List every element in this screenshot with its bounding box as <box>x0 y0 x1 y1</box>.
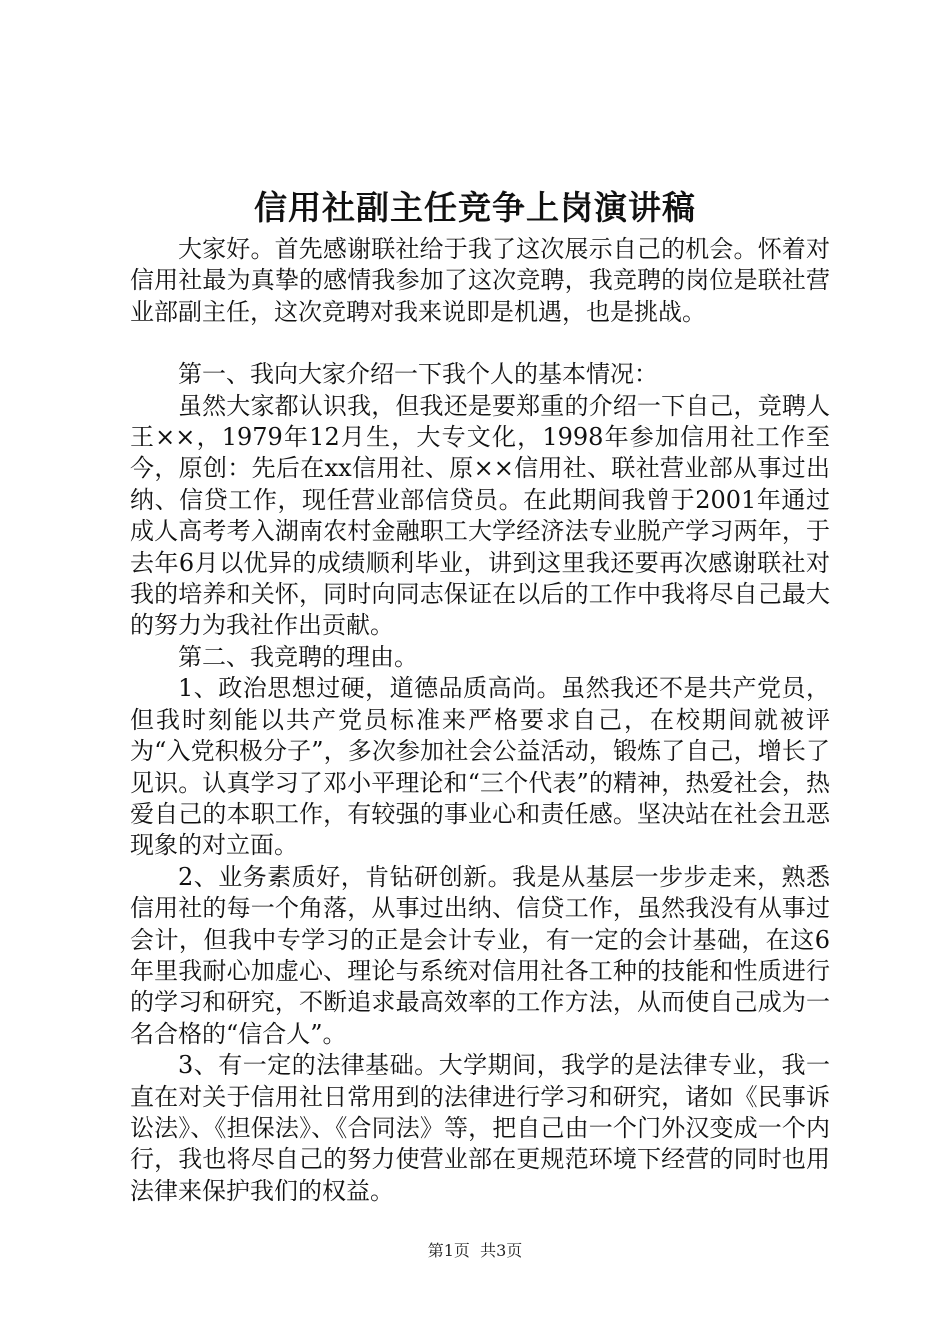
paragraph-personal-info: 虽然大家都认识我，但我还是要郑重的介绍一下自己，竞聘人王××，1979年12月生，大专文化，1998年参加信用社工作至今，原创：先后在xx信用社、原××信用社、联社营业部从事过出纳、信贷工作，现任营业部信贷员。在此期间我曾于2001年通过成人高考考入湖南农村金融职工大学经济法专业脱产学习两年，于去年6月以优异的成绩顺利毕业，讲到这里我还要再次感谢联社对我的培养和关怀，同时向同志保证在以后的工作中我将尽自己最大的努力为我社作出贡献。 <box>130 391 830 640</box>
paragraph-section-one-heading: 第一、我向大家介绍一下我个人的基本情况： <box>178 360 658 389</box>
page-number: 第1页 <box>427 1241 470 1260</box>
paragraph-reason-two: 2、业务素质好，肯钻研创新。我是从基层一步步走来，熟悉信用社的每一个角落，从事过出纳、信贷工作，虽然我没有从事过会计，但我中专学习的正是会计专业，有一定的会计基础，在这6年里我耐心加虚心、理论与系统对信用社各工种的技能和性质进行的学习和研究，不断追求最高效率的工作方法，从而使自己成为一名合格的“信合人”。 <box>130 862 830 1048</box>
paragraph-reason-one: 1、政治思想过硬，道德品质高尚。虽然我还不是共产党员，但我时刻能以共产党员标准来严格要求自己，在校期间就被评为“入党积极分子”，多次参加社会公益活动，锻炼了自己，增长了见识。认真学习了邓小平理论和“三个代表”的精神，热爱社会，热爱自己的本职工作，有较强的事业心和责任感。坚决站在社会丑恶现象的对立面。 <box>130 674 830 860</box>
paragraph-section-two-heading: 第二、我竞聘的理由。 <box>178 642 418 671</box>
paragraph-intro: 大家好。首先感谢联社给于我了这次展示自己的机会。怀着对信用社最为真挚的感情我参加了这次竞聘，我竞聘的岗位是联社营业部副主任，这次竞聘对我来说即是机遇，也是挑战。 <box>130 235 830 326</box>
document-body <box>130 234 830 1207</box>
page-total: 共3页 <box>480 1241 523 1260</box>
page-footer <box>0 1240 950 1262</box>
paragraph-spacer <box>130 328 830 359</box>
document-title: 信用社副主任竞争上岗演讲稿 <box>254 188 696 227</box>
paragraph-reason-three: 3、有一定的法律基础。大学期间，我学的是法律专业，我一直在对关于信用社日常用到的法律进行学习和研究，诸如《民事诉讼法》、《担保法》、《合同法》等，把自己由一个门外汉变成一个内行，我也将尽自己的努力使营业部在更规范环境下经营的同时也用法律来保护我们的权益。 <box>130 1051 830 1205</box>
